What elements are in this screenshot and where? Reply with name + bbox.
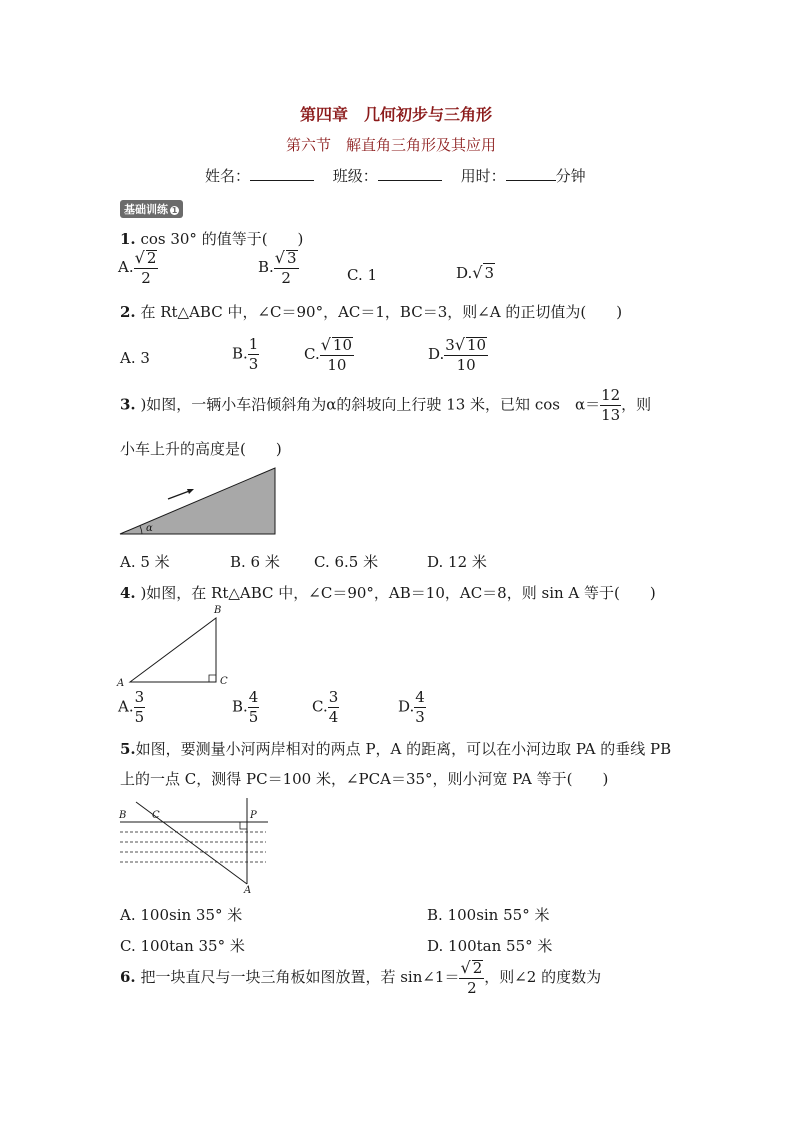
denominator: 13	[601, 406, 621, 424]
slope-figure	[118, 466, 280, 538]
question-5-line2: 上的一点 C，测得 PC＝100 米，∠PCA＝35°，则小河宽 PA 等于( )	[120, 770, 609, 788]
denominator: 2	[281, 269, 291, 287]
point-label-a: A	[244, 885, 252, 896]
slope-triangle	[120, 468, 275, 534]
coefficient: 3	[445, 336, 455, 354]
right-triangle	[130, 618, 216, 682]
question-3-line2: 小车上升的高度是( )	[120, 440, 282, 458]
class-label: 班级：	[332, 167, 378, 185]
q5-option-a[interactable]: A. 100sin 35° 米	[120, 906, 243, 924]
badge-text: 基础训练	[124, 203, 168, 216]
fraction: $\frac{√ 2}{2}$	[460, 958, 483, 997]
q2-option-c[interactable]	[304, 337, 354, 373]
question-text: 把一块直尺与一块三角板如图放置，若 sin∠1＝	[135, 968, 460, 986]
fraction: $\frac{√ 10}{10}$	[320, 335, 353, 374]
denominator: 10	[327, 356, 347, 374]
chapter-title: 第四章 几何初步与三角形	[300, 105, 493, 124]
option-label: D.	[398, 697, 415, 716]
q1-option-c[interactable]: C. 1	[347, 266, 378, 284]
question-text: 在 Rt△ABC 中，∠C＝90°，AC＝1，BC＝3，则∠A 的正切值为( )	[135, 303, 623, 321]
time-label: 用时：	[460, 167, 506, 185]
q2-option-d[interactable]	[428, 337, 488, 373]
right-angle-mark	[240, 822, 247, 829]
q2-option-a[interactable]: A. 3	[120, 349, 150, 367]
question-2	[120, 301, 622, 322]
arrow-head-icon	[187, 489, 194, 494]
denominator: 2	[141, 269, 151, 287]
denominator: 5	[134, 708, 145, 726]
vertex-label-a: A	[117, 678, 125, 689]
question-text: cos 30° 的值等于( )	[135, 230, 304, 248]
triangle-figure	[116, 604, 236, 690]
fraction	[328, 690, 340, 725]
question-text-end: ，则	[621, 395, 652, 414]
question-number: 5.	[120, 740, 136, 758]
question-number: 1.	[120, 230, 136, 248]
circled-number-icon: 1	[171, 205, 178, 215]
question-text-end: ，则∠2 的度数为	[484, 968, 602, 986]
angle-label: α	[146, 523, 153, 534]
q4-option-b[interactable]	[232, 690, 259, 725]
question-4	[120, 582, 656, 603]
numerator: 4	[248, 688, 259, 706]
student-info-line	[205, 165, 586, 186]
option-label: D.	[456, 264, 473, 282]
denominator: 4	[328, 708, 339, 726]
denominator: 2	[467, 979, 477, 997]
question-text: 如图，要测量小河两岸相对的两点 P，A 的距离，可以在小河边取 PA 的垂线 PB	[135, 740, 672, 758]
q3-option-a[interactable]: A. 5 米	[120, 553, 170, 571]
q4-option-c[interactable]	[312, 690, 339, 725]
radicand: 2	[146, 249, 157, 267]
time-unit: 分钟	[555, 167, 586, 185]
river-figure	[116, 796, 276, 896]
q4-option-d[interactable]	[398, 690, 426, 725]
vertex-label-c: C	[220, 676, 228, 687]
question-text: )如图，在 Rt△ABC 中，∠C＝90°，AB＝10，AC＝8，则 sin A 等于( )	[135, 584, 656, 602]
option-label: A.	[118, 697, 134, 716]
vertex-label-b: B	[214, 605, 222, 616]
fraction	[414, 690, 426, 725]
question-number: 2.	[120, 303, 136, 321]
q2-option-b[interactable]	[232, 337, 259, 372]
q5-option-d[interactable]: D. 100tan 55° 米	[427, 937, 553, 955]
fraction: $\frac{√ 2}{2}$	[134, 248, 157, 287]
question-text: )如图，一辆小车沿倾斜角为α的斜坡向上行驶 13 米，已知 cos α＝	[135, 395, 601, 414]
option-label: B.	[232, 697, 248, 716]
point-label-c: C	[152, 810, 160, 821]
question-3	[120, 388, 651, 423]
denominator: 3	[415, 708, 425, 726]
option-label: C.	[304, 345, 320, 363]
fraction: $\frac{√ 3}{2}$	[274, 248, 297, 287]
radicand: 2	[472, 959, 483, 977]
q3-option-c[interactable]: C. 6.5 米	[314, 553, 379, 571]
right-angle-mark	[209, 675, 216, 682]
class-blank[interactable]	[378, 166, 442, 181]
section-badge	[120, 200, 183, 218]
fraction	[248, 337, 260, 372]
denominator: 10	[456, 356, 476, 374]
radicand: 3	[484, 264, 495, 282]
q3-option-d[interactable]: D. 12 米	[427, 553, 487, 571]
numerator: 12	[601, 386, 621, 404]
numerator: 1	[248, 335, 259, 353]
q1-option-b[interactable]	[258, 250, 299, 286]
point-label-p: P	[250, 810, 257, 821]
option-label: D.	[428, 345, 445, 363]
q1-option-d[interactable]: D.√ 3	[456, 263, 495, 282]
option-label: B.	[232, 344, 248, 363]
radicand: 10	[332, 336, 353, 354]
question-1	[120, 228, 303, 249]
q5-option-b[interactable]: B. 100sin 55° 米	[427, 906, 550, 924]
option-label: A.	[118, 258, 134, 276]
question-number: 6.	[120, 968, 136, 986]
denominator: 3	[248, 355, 259, 373]
option-label: B.	[258, 258, 274, 276]
name-blank[interactable]	[250, 166, 314, 181]
radicand: 10	[467, 336, 487, 354]
numerator: 4	[415, 688, 425, 706]
section-title: 第六节 解直角三角形及其应用	[286, 136, 497, 154]
fraction	[600, 388, 621, 423]
numerator: 3	[328, 688, 339, 706]
question-6	[120, 960, 601, 996]
name-label: 姓名：	[205, 167, 251, 185]
option-label: C.	[312, 697, 328, 716]
q1-option-a[interactable]	[118, 250, 158, 286]
fraction: $\frac{3√ 10}{10}$	[445, 335, 487, 374]
question-5	[120, 738, 671, 759]
numerator: 3	[134, 688, 145, 706]
q3-option-b[interactable]: B. 6 米	[230, 553, 280, 571]
denominator: 5	[248, 708, 259, 726]
question-number: 4.	[120, 584, 136, 602]
fraction	[134, 690, 146, 725]
q4-option-a[interactable]	[118, 690, 145, 725]
question-number: 3.	[120, 395, 136, 414]
point-label-b: B	[119, 810, 127, 821]
time-blank[interactable]	[506, 166, 556, 181]
q5-option-c[interactable]: C. 100tan 35° 米	[120, 937, 245, 955]
fraction	[248, 690, 260, 725]
radicand: 3	[287, 249, 297, 267]
